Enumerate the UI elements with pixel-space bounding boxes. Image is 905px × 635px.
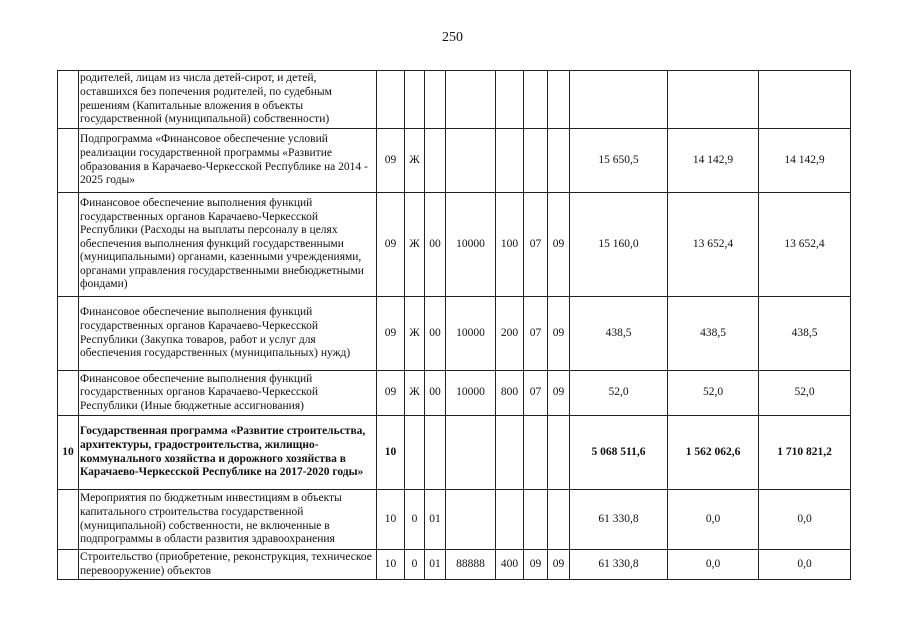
- amount-cell-1: 52,0: [570, 371, 668, 416]
- code-cell-subprogram: [405, 416, 425, 490]
- amount-cell-1: [570, 71, 668, 129]
- amount-cell-3: 52,0: [759, 371, 851, 416]
- amount-cell-3: [759, 71, 851, 129]
- code-cell-subsection: [548, 490, 570, 550]
- code-cell-event: 00: [425, 193, 446, 297]
- amount-cell-3: 13 652,4: [759, 193, 851, 297]
- code-cell-event: 01: [425, 490, 446, 550]
- code-cell-event: 01: [425, 550, 446, 580]
- code-cell-direction: 10000: [446, 297, 496, 371]
- row-number-cell: 10: [58, 416, 79, 490]
- code-cell-direction: 10000: [446, 193, 496, 297]
- row-number-cell: [58, 193, 79, 297]
- row-name-cell: Финансовое обеспечение выполнения функций государственных органов Карачаево-Черкесской Республики (Закупка товаров, работ и услуг для обеспечения государственных (муниципальных) нужд): [79, 297, 377, 371]
- code-cell-program: [377, 71, 405, 129]
- code-cell-subprogram: Ж: [405, 297, 425, 371]
- row-name-cell: Подпрограмма «Финансовое обеспечение условий реализации государственной программы «Развитие образования в Карачаево-Черкесской Республике на 2014 - 2025 годы»: [79, 129, 377, 193]
- amount-cell-2: 0,0: [668, 490, 759, 550]
- amount-cell-2: 1 562 062,6: [668, 416, 759, 490]
- amount-cell-1: 61 330,8: [570, 490, 668, 550]
- row-name-cell: Финансовое обеспечение выполнения функций государственных органов Карачаево-Черкесской Республики (Иные бюджетные ассигнования): [79, 371, 377, 416]
- table-row: [58, 297, 851, 371]
- row-number-cell: [58, 550, 79, 580]
- table-row: [58, 550, 851, 580]
- code-cell-expense-type: 100: [496, 193, 524, 297]
- code-cell-direction: [446, 71, 496, 129]
- amount-cell-2: 52,0: [668, 371, 759, 416]
- code-cell-subprogram: 0: [405, 490, 425, 550]
- amount-cell-1: 15 160,0: [570, 193, 668, 297]
- table-row: [58, 71, 851, 129]
- code-cell-program: 10: [377, 550, 405, 580]
- code-cell-subprogram: [405, 71, 425, 129]
- amount-cell-2: 14 142,9: [668, 129, 759, 193]
- code-cell-section: [524, 71, 548, 129]
- code-cell-expense-type: [496, 416, 524, 490]
- code-cell-event: 00: [425, 371, 446, 416]
- row-number-cell: [58, 490, 79, 550]
- code-cell-expense-type: [496, 490, 524, 550]
- code-cell-subprogram: Ж: [405, 129, 425, 193]
- code-cell-program: 09: [377, 297, 405, 371]
- amount-cell-2: 0,0: [668, 550, 759, 580]
- amount-cell-3: 0,0: [759, 490, 851, 550]
- table-row: [58, 371, 851, 416]
- amount-cell-3: 0,0: [759, 550, 851, 580]
- code-cell-subprogram: Ж: [405, 371, 425, 416]
- code-cell-program: 10: [377, 416, 405, 490]
- code-cell-section: 09: [524, 550, 548, 580]
- code-cell-section: [524, 129, 548, 193]
- table-row: [58, 416, 851, 490]
- code-cell-section: 07: [524, 297, 548, 371]
- code-cell-subsection: 09: [548, 193, 570, 297]
- row-number-cell: [58, 297, 79, 371]
- table-row: [58, 129, 851, 193]
- code-cell-direction: 88888: [446, 550, 496, 580]
- code-cell-direction: [446, 416, 496, 490]
- code-cell-subsection: 09: [548, 371, 570, 416]
- amount-cell-3: 1 710 821,2: [759, 416, 851, 490]
- code-cell-subprogram: 0: [405, 550, 425, 580]
- table-row: [58, 490, 851, 550]
- code-cell-event: [425, 416, 446, 490]
- code-cell-expense-type: [496, 129, 524, 193]
- row-number-cell: [58, 129, 79, 193]
- row-name-cell: Строительство (приобретение, реконструкция, техническое перевооружение) объектов: [79, 550, 377, 580]
- code-cell-direction: [446, 129, 496, 193]
- code-cell-subprogram: Ж: [405, 193, 425, 297]
- amount-cell-1: 438,5: [570, 297, 668, 371]
- row-number-cell: [58, 71, 79, 129]
- code-cell-expense-type: [496, 71, 524, 129]
- row-name-cell: Государственная программа «Развитие строительства, архитектуры, градостроительства, жилищно-коммунального хозяйства и дорожного хозяйства в Карачаево-Черкесской Республике на 2017-2020 годы»: [79, 416, 377, 490]
- row-name-cell: родителей, лицам из числа детей-сирот, и детей, оставшихся без попечения родителей, по судебным решениям (Капитальные вложения в объекты государственной (муниципальной) собственности): [79, 71, 377, 129]
- code-cell-section: 07: [524, 371, 548, 416]
- amount-cell-2: 13 652,4: [668, 193, 759, 297]
- row-name-cell: Финансовое обеспечение выполнения функций государственных органов Карачаево-Черкесской Республики (Расходы на выплаты персоналу в целях обеспечения выполнения функций государственными (муниципальными) органами, казенными учреждениями, органами управления государственными внебюджетными фондами): [79, 193, 377, 297]
- code-cell-expense-type: 800: [496, 371, 524, 416]
- code-cell-expense-type: 200: [496, 297, 524, 371]
- page-number: 250: [442, 30, 463, 45]
- code-cell-subsection: 09: [548, 297, 570, 371]
- code-cell-direction: 10000: [446, 371, 496, 416]
- code-cell-program: 09: [377, 193, 405, 297]
- code-cell-subsection: [548, 416, 570, 490]
- amount-cell-1: 61 330,8: [570, 550, 668, 580]
- code-cell-event: 00: [425, 297, 446, 371]
- amount-cell-1: 5 068 511,6: [570, 416, 668, 490]
- code-cell-section: [524, 416, 548, 490]
- code-cell-section: [524, 490, 548, 550]
- amount-cell-2: [668, 71, 759, 129]
- code-cell-direction: [446, 490, 496, 550]
- code-cell-program: 09: [377, 371, 405, 416]
- budget-table: [57, 70, 851, 580]
- code-cell-event: [425, 129, 446, 193]
- amount-cell-1: 15 650,5: [570, 129, 668, 193]
- code-cell-subsection: [548, 71, 570, 129]
- table-row: [58, 193, 851, 297]
- amount-cell-3: 438,5: [759, 297, 851, 371]
- code-cell-subsection: 09: [548, 550, 570, 580]
- code-cell-subsection: [548, 129, 570, 193]
- code-cell-expense-type: 400: [496, 550, 524, 580]
- code-cell-section: 07: [524, 193, 548, 297]
- amount-cell-3: 14 142,9: [759, 129, 851, 193]
- row-number-cell: [58, 371, 79, 416]
- code-cell-program: 09: [377, 129, 405, 193]
- code-cell-program: 10: [377, 490, 405, 550]
- row-name-cell: Мероприятия по бюджетным инвестициям в объекты капитального строительства государственной (муниципальной) собственности, не включенные в подпрограммы в области развития здравоохранения: [79, 490, 377, 550]
- code-cell-event: [425, 71, 446, 129]
- amount-cell-2: 438,5: [668, 297, 759, 371]
